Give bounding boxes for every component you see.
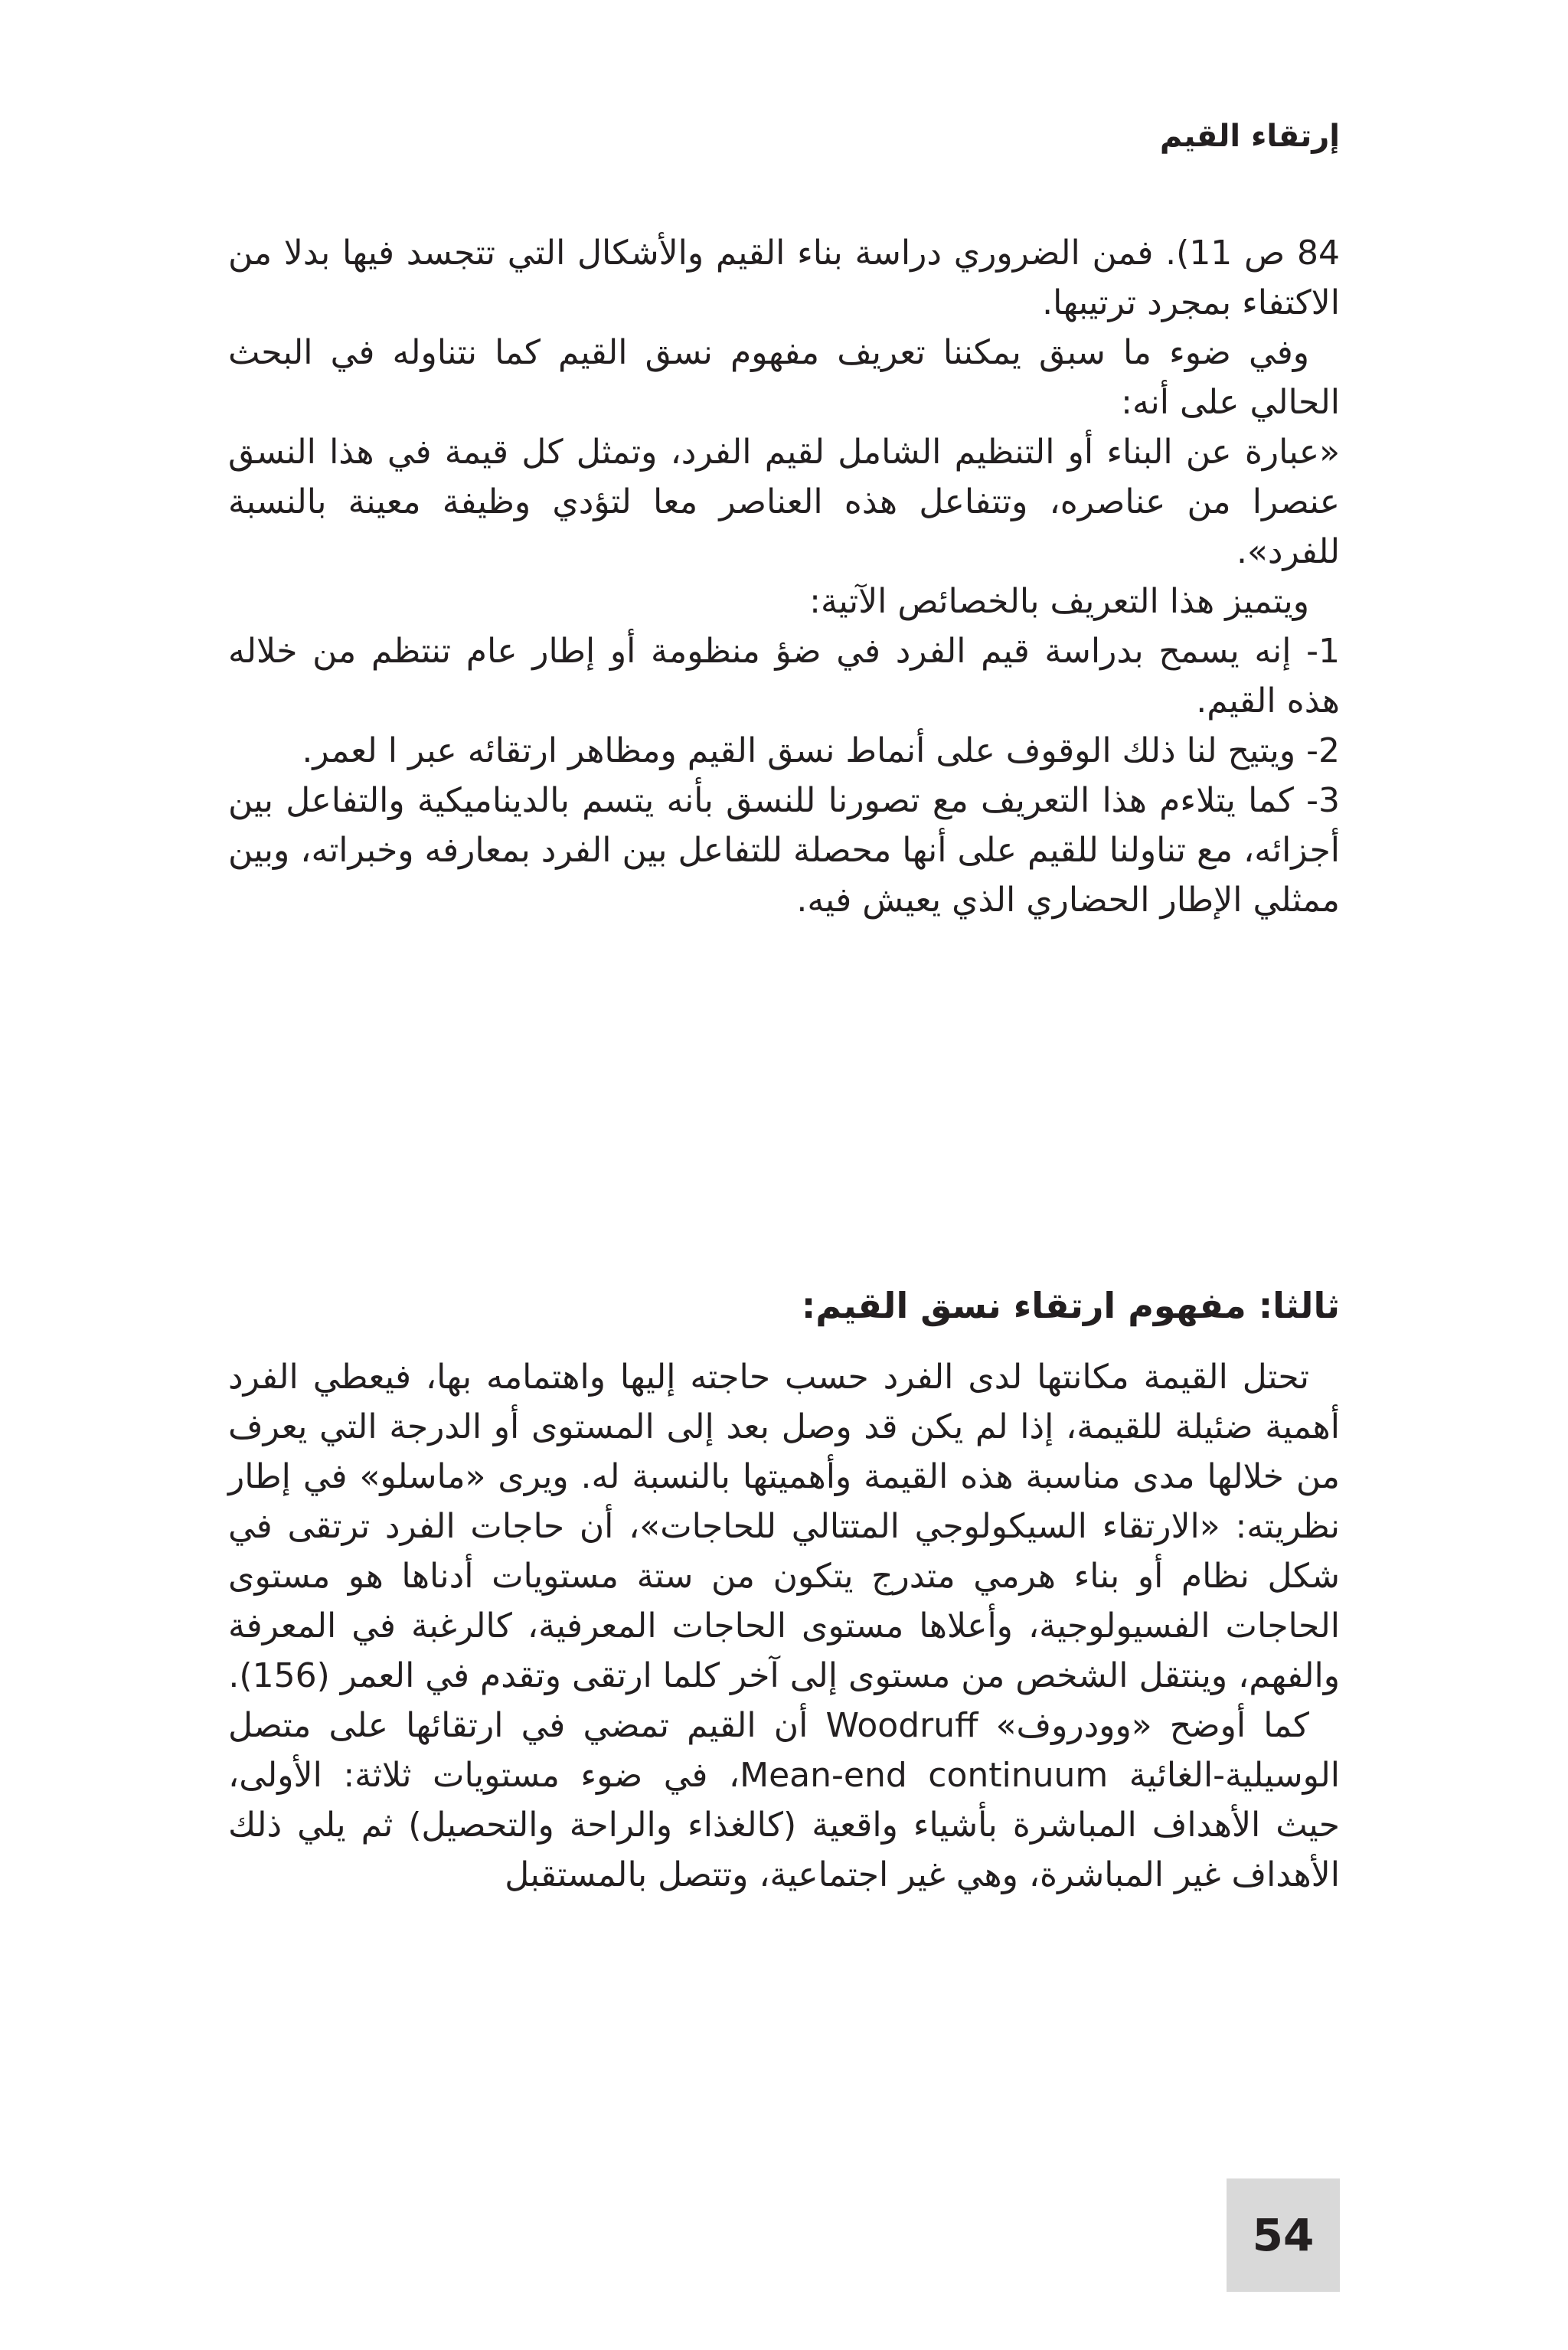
list-item-1: 1- إنه يسمح بدراسة قيم الفرد في ضؤ منظومة أو إطار عام تنتظم من خلاله هذه القيم. (228, 632, 1340, 721)
paragraph-continuation: 84 ص 11). فمن الضروري دراسة بناء القيم والأشكال التي تتجسد فيها بدلا من الاكتفاء بمجرد ترتيبها. (228, 234, 1340, 322)
paragraph-definition-quote: «عبارة عن البناء أو التنظيم الشامل لقيم الفرد، وتمثل كل قيمة في هذا النسق عنصرا من عناصره، وتتفاعل هذه العناصر معا لتؤدي وظيفة معينة بالنسبة للفرد». (228, 433, 1340, 571)
list-item-2: 2- ويتيح لنا ذلك الوقوف على أنماط نسق القيم ومظاهر ارتقائه عبر ا لعمر. (302, 731, 1340, 770)
paragraph-definition-intro: وفي ضوء ما سبق يمكننا تعريف مفهوم نسق القيم كما نتناوله في البحث الحالي على أنه: (228, 333, 1340, 422)
page-number-box (1227, 2178, 1340, 2292)
list-item-3: 3- كما يتلاءم هذا التعريف مع تصورنا للنسق بأنه يتسم بالديناميكية والتفاعل بين أجزائه، مع تناولنا للقيم على أنها محصلة للتفاعل بين الفرد بمعارفه وخبراته، وبين ممثلي الإطار الحضاري الذي يعيش فيه. (228, 781, 1340, 920)
body-text-top (228, 228, 1340, 925)
paragraph-maslow: تحتل القيمة مكانتها لدى الفرد حسب حاجته إليها واهتمامه بها، فيعطي الفرد أهمية ضئيلة للقيمة، إذا لم يكن قد وصل بعد إلى المستوى أو الدرجة التي يعرف من خلالها مدى مناسبة هذه القيمة وأهميتها بالنسبة له. ويرى «ماسلو» في إطار نظريته: «الارتقاء السيكولوجي المتتالي للحاجات»، أن حاجات الفرد ترتقى في شكل نظام أو بناء هرمي متدرج يتكون من ستة مستويات أدناها هو مستوى الحاجات الفسيولوجية، وأعلاها مستوى الحاجات المعرفية، كالرغبة في المعرفة والفهم، وينتقل الشخص من مستوى إلى آخر كلما ارتقى وتقدم في العمر (156). (228, 1358, 1340, 1695)
running-header: إرتقاء القيم (1159, 119, 1340, 154)
body-text-section (228, 1352, 1340, 1900)
paragraph-woodruff: كما أوضح «وودروف» Woodruff أن القيم تمضي في ارتقائها على متصل الوسيلية-الغائية Mean-end continuum، في ضوء مستويات ثلاثة: الأولى، حيث الأهداف المباشرة بأشياء واقعية (كالغذاء والراحة والتحصيل) ثم يلي ذلك الأهداف غير المباشرة، وهي غير اجتماعية، وتتصل بالمستقبل (228, 1706, 1340, 1894)
paragraph-characteristics-intro: ويتميز هذا التعريف بالخصائص الآتية: (809, 582, 1309, 621)
page-number: 54 (1252, 2209, 1315, 2261)
section-heading: ثالثا: مفهوم ارتقاء نسق القيم: (801, 1285, 1340, 1326)
